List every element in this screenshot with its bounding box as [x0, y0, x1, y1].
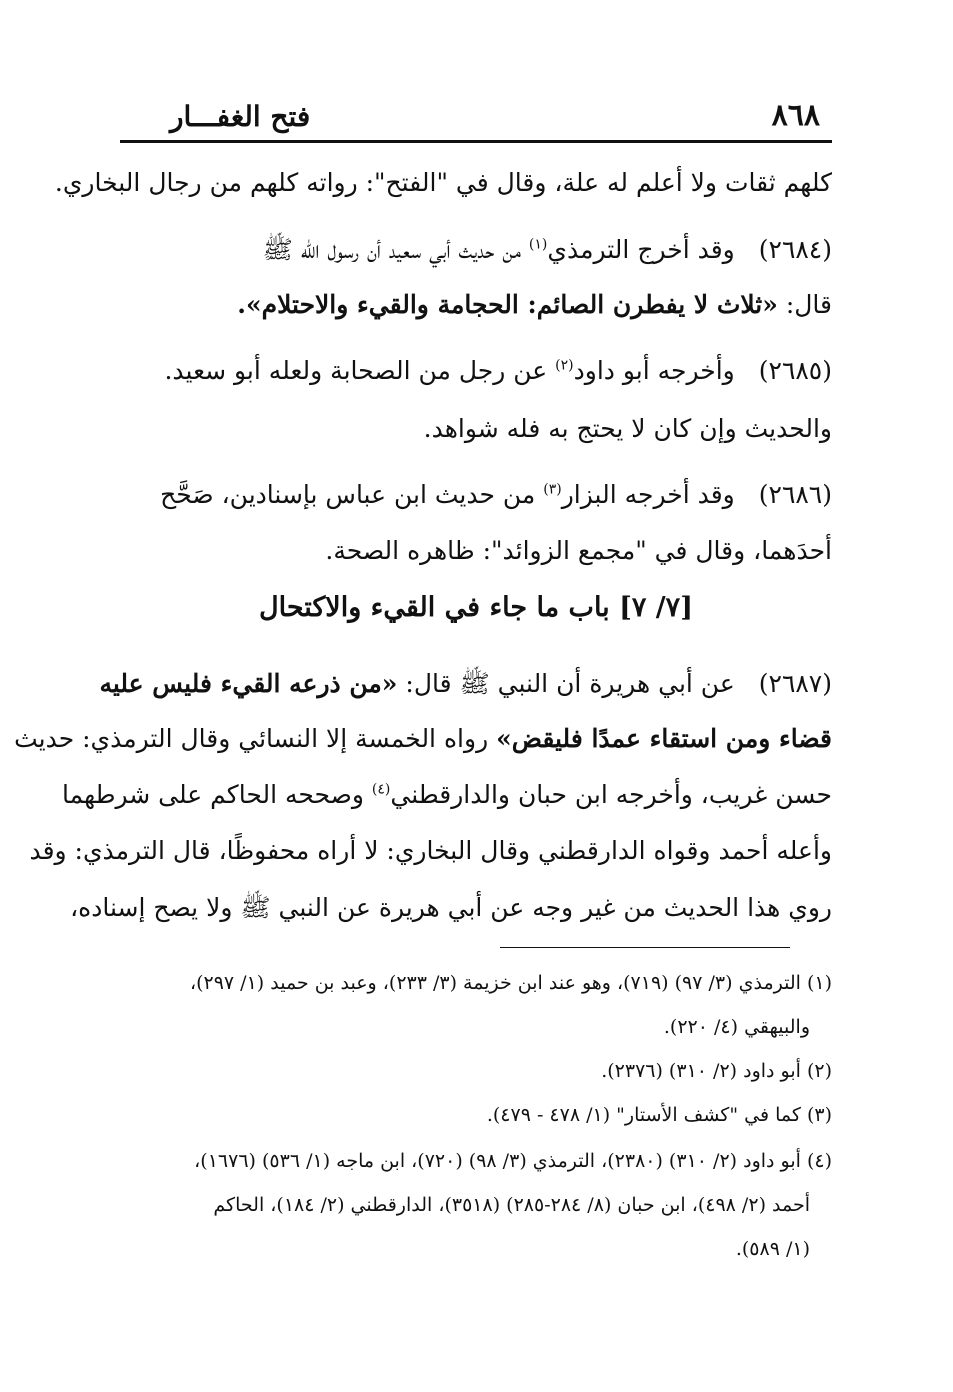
- hadith-2685-line: [120, 414, 832, 443]
- hadith-text: «من ذرعه القيء فليس عليه: [99, 669, 398, 698]
- paragraph-text: والحديث وإن كان لا يحتج به فله شواهد.: [423, 414, 832, 443]
- footnote-1: (١) الترمذي (٣/ ٩٧) (٧١٩)، وهو عند ابن خزيمة (٣/ ٢٣٣)، وعبد بن حميد (١/ ٢٩٧)،: [189, 972, 832, 994]
- footnote-separator: [500, 947, 790, 948]
- hadith-2687-line: [29, 836, 832, 865]
- hadith-2685-line: [120, 356, 832, 385]
- footnote-ref: (٢): [555, 357, 574, 374]
- hadith-2687-line: [62, 780, 832, 809]
- footnote-1-continued: والبيهقي (٤/ ٢٢٠).: [663, 1016, 810, 1038]
- footnote-4-continued: (١/ ٥٨٩).: [735, 1238, 810, 1260]
- hadith-2687-line: [14, 724, 832, 753]
- hadith-2687-line: [70, 892, 832, 929]
- hadith-text: قضاء ومن استقاء عمدًا فليقض»: [496, 724, 832, 753]
- footnote-ref: (٤): [371, 781, 391, 798]
- footnote-ref: (١): [528, 236, 548, 253]
- book-title: فتح الغفـــار: [170, 100, 311, 133]
- chapter-heading: [٧/ ٧] باب ما جاء في القيء والاكتحال: [259, 592, 693, 623]
- hadith-2687-line: [99, 668, 832, 705]
- hadith-number: (٢٦٨٦): [758, 480, 832, 509]
- page-number: ٨٦٨: [771, 98, 820, 133]
- paragraph-text: قال:: [785, 290, 832, 319]
- paragraph-text: من حديث أبي سعيد أن رسول الله ﷺ: [262, 235, 521, 264]
- footnote-3: (٣) كما في "كشف الأستار" (١/ ٤٧٨ - ٤٧٩).: [486, 1104, 832, 1126]
- paragraph-text: وأعله أحمد وقواه الدارقطني وقال البخاري: لا أراه محفوظًا، قال الترمذي: وقد: [29, 836, 832, 865]
- footnote-ref: (٣): [543, 481, 562, 498]
- paragraph-text: وقد أخرجه البزار: [561, 480, 735, 509]
- paragraph-text: عن رجل من الصحابة ولعله أبو سعيد.: [164, 356, 548, 385]
- paragraph-text: عن أبي هريرة أن النبي ﷺ قال:: [405, 669, 735, 698]
- footnote-2: (٢) أبو داود (٢/ ٣١٠) (٢٣٧٦).: [601, 1060, 832, 1082]
- paragraph-text: وقد أخرج الترمذي: [547, 235, 735, 264]
- paragraph-text: وأخرجه أبو داود: [573, 356, 735, 385]
- hadith-2686-line: [120, 536, 832, 565]
- paragraph-text: من حديث ابن عباس بإسنادين، صَحَّح: [160, 480, 536, 509]
- text-line: [54, 168, 832, 197]
- hadith-2684-line: [120, 234, 832, 271]
- hadith-2686-line: [120, 480, 832, 509]
- footnote-4-continued: أحمد (٢/ ٤٩٨)، ابن حبان (٨/ ٢٨٤-٢٨٥) (٣٥١٨)، الدارقطني (٢/ ١٨٤)، الحاكم: [213, 1194, 810, 1216]
- paragraph-text: روي هذا الحديث من غير وجه عن أبي هريرة عن النبي ﷺ ولا يصح إسناده،: [70, 893, 832, 922]
- hadith-text: «ثلاث لا يفطرن الصائم: الحجامة والقيء والاحتلام».: [237, 290, 778, 319]
- footnote-4: (٤) أبو داود (٢/ ٣١٠) (٢٣٨٠)، الترمذي (٣/ ٩٨) (٧٢٠)، ابن ماجه (١/ ٥٣٦) (١٦٧٦)،: [194, 1150, 832, 1172]
- paragraph-text: وصححه الحاكم على شرطهما: [62, 780, 364, 809]
- paragraph-text: أحدَهما، وقال في "مجمع الزوائد": ظاهره الصحة.: [325, 536, 832, 565]
- paragraph-text: كلهم ثقات ولا أعلم له علة، وقال في "الفتح": رواته كلهم من رجال البخاري.: [54, 168, 832, 197]
- paragraph-text: حسن غريب، وأخرجه ابن حبان والدارقطني: [390, 780, 832, 809]
- hadith-number: (٢٦٨٧): [758, 669, 832, 698]
- hadith-2684-line: [120, 290, 832, 319]
- hadith-number: (٢٦٨٤): [758, 235, 832, 264]
- paragraph-text: رواه الخمسة إلا النسائي وقال الترمذي: حديث: [14, 724, 489, 753]
- hadith-number: (٢٦٨٥): [758, 356, 832, 385]
- running-header: [120, 98, 832, 138]
- book-page: [14, 0, 832, 1392]
- header-rule: [120, 140, 832, 143]
